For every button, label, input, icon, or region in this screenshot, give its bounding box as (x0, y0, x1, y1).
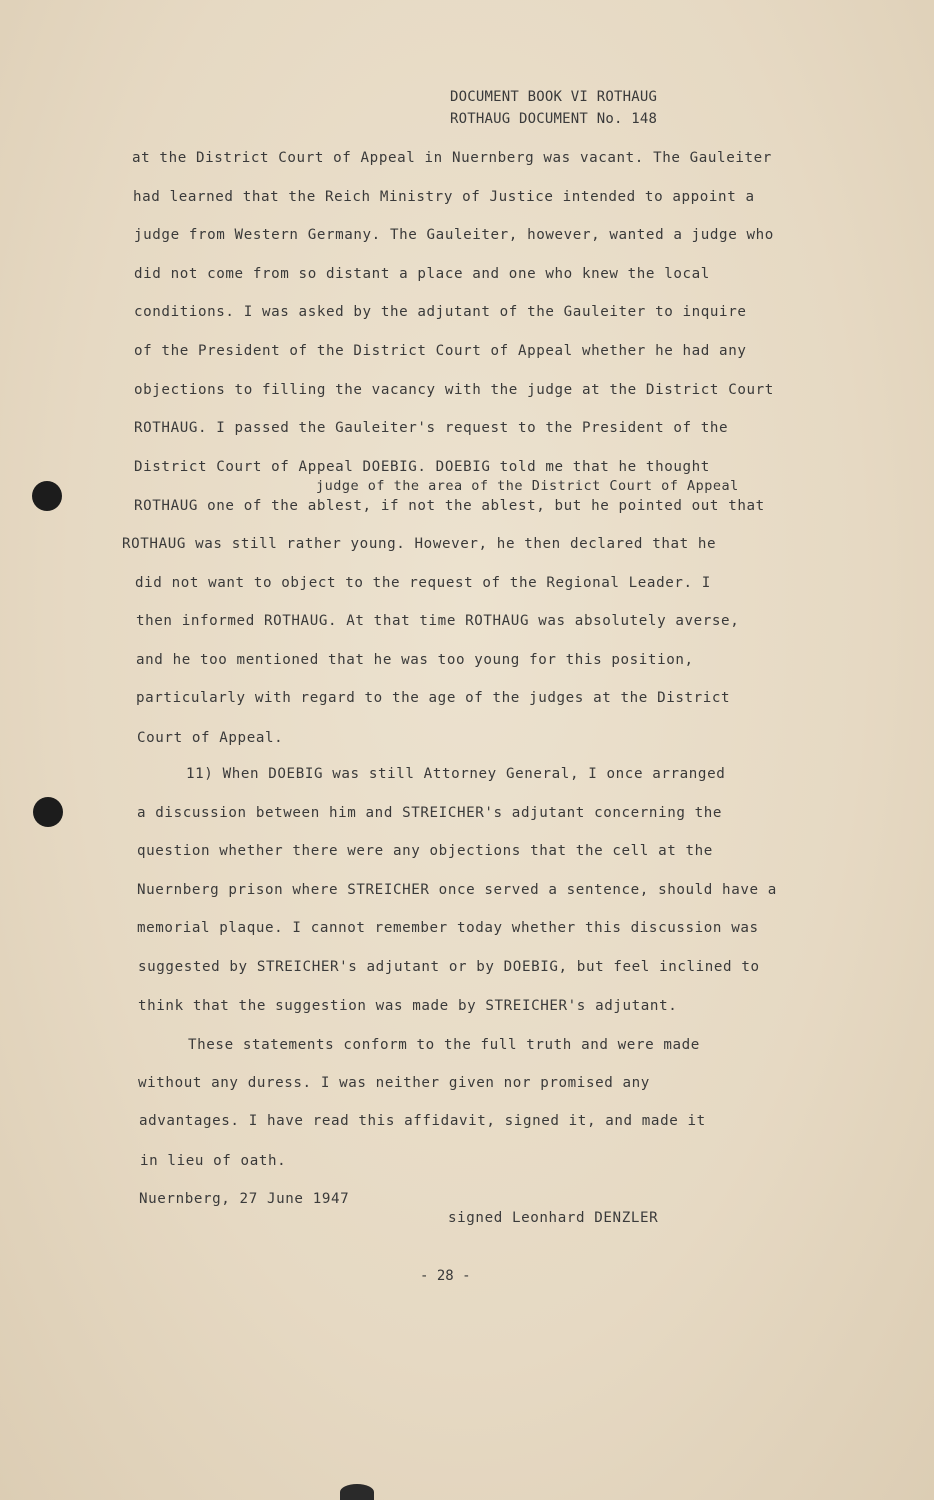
body-line: District Court of Appeal DOEBIG. DOEBIG told me that he thought (134, 459, 710, 475)
signature-line: signed Leonhard DENZLER (448, 1210, 659, 1226)
body-line: did not want to object to the request of the Regional Leader. I (135, 575, 711, 591)
body-line: of the President of the District Court of Appeal whether he had any (134, 343, 747, 359)
punch-hole-top (32, 481, 62, 511)
body-line: had learned that the Reich Ministry of Justice intended to appoint a (133, 189, 755, 205)
body-line: particularly with regard to the age of the judges at the District (136, 690, 731, 706)
document-number-header: ROTHAUG DOCUMENT No. 148 (450, 111, 658, 127)
handwritten-insertion: judge of the area of the District Court of Appeal (316, 478, 739, 494)
body-line: judge from Western Germany. The Gauleiter, however, wanted a judge who (134, 227, 774, 243)
punch-hole-bottom (33, 797, 63, 827)
body-line: and he too mentioned that he was too young for this position, (136, 652, 694, 668)
body-line: in lieu of oath. (140, 1153, 287, 1169)
body-line: think that the suggestion was made by STREICHER's adjutant. (138, 998, 678, 1014)
body-line: without any duress. I was neither given nor promised any (138, 1075, 650, 1091)
body-line: advantages. I have read this affidavit, signed it, and made it (139, 1113, 706, 1129)
body-line: objections to filling the vacancy with the judge at the District Court (134, 382, 774, 398)
body-line: ROTHAUG was still rather young. However, he then declared that he (122, 536, 717, 552)
body-line: at the District Court of Appeal in Nuernberg was vacant. The Gauleiter (132, 150, 772, 166)
body-line: Nuernberg prison where STREICHER once served a sentence, should have a (137, 882, 777, 898)
body-line: conditions. I was asked by the adjutant of the Gauleiter to inquire (134, 304, 747, 320)
body-line: a discussion between him and STREICHER's adjutant concerning the (137, 805, 723, 821)
body-line: memorial plaque. I cannot remember today whether this discussion was (137, 920, 759, 936)
body-line: question whether there were any objections that the cell at the (137, 843, 713, 859)
closing-statement-start: These statements conform to the full truth and were made (188, 1037, 700, 1053)
body-line: suggested by STREICHER's adjutant or by DOEBIG, but feel inclined to (138, 959, 760, 975)
body-line: ROTHAUG one of the ablest, if not the ablest, but he pointed out that (134, 498, 765, 514)
body-line: then informed ROTHAUG. At that time ROTHAUG was absolutely averse, (136, 613, 740, 629)
body-line: did not come from so distant a place and one who knew the local (134, 266, 710, 282)
document-book-header: DOCUMENT BOOK VI ROTHAUG (450, 89, 658, 105)
paragraph-11-start: 11) When DOEBIG was still Attorney General, I once arranged (186, 766, 726, 782)
body-line: Court of Appeal. (137, 730, 284, 746)
body-line: ROTHAUG. I passed the Gauleiter's request to the President of the (134, 420, 729, 436)
bottom-edge-mark (340, 1484, 374, 1500)
place-date: Nuernberg, 27 June 1947 (139, 1191, 350, 1207)
page-number: - 28 - (420, 1268, 471, 1284)
